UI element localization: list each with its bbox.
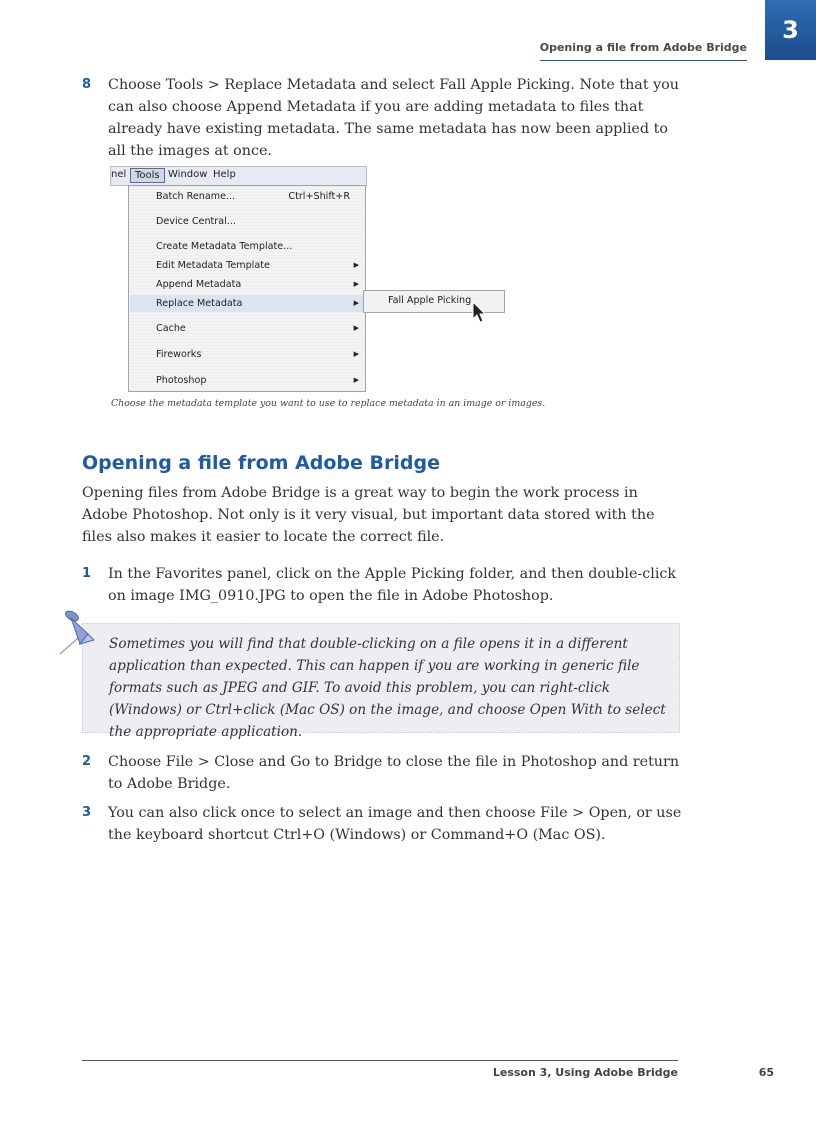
menu-item-label: Photoshop: [156, 375, 207, 386]
menu-item-append-metadata[interactable]: [130, 276, 364, 293]
submenu-arrow-icon: ▶: [353, 376, 359, 384]
menu-item-replace-metadata[interactable]: [130, 295, 364, 312]
tools-dropdown: [128, 185, 366, 392]
step-number: 2: [82, 754, 92, 769]
menu-item-label: Device Central...: [156, 216, 236, 227]
menu-tools[interactable]: Tools: [130, 168, 165, 183]
menu-item-fireworks[interactable]: [130, 346, 364, 363]
step-number: 8: [82, 77, 92, 92]
step-8: [82, 74, 682, 162]
menu-item-label: Edit Metadata Template: [156, 260, 270, 271]
intro-paragraph: Opening files from Adobe Bridge is a great way to begin the work process in Adobe Photoshop. Not only is it very visual, but important data stored with the files also makes it easier to locate the correct file.: [82, 485, 655, 545]
menu-item-label: Batch Rename...: [156, 191, 236, 202]
menu-item-photoshop[interactable]: [130, 372, 364, 389]
step-1: [82, 563, 682, 607]
step-number: 3: [82, 805, 92, 820]
menu-item-label: Create Metadata Template...: [156, 241, 293, 252]
menu-item-label: Fireworks: [156, 349, 202, 360]
footer-lesson-title: Lesson 3, Using Adobe Bridge: [492, 1066, 678, 1079]
menu-window[interactable]: Window: [168, 169, 208, 180]
menu-screenshot: [110, 166, 510, 392]
submenu-arrow-icon: ▶: [353, 299, 359, 307]
menu-item-cache[interactable]: [130, 320, 364, 337]
chapter-tab: 3: [765, 0, 816, 60]
submenu-arrow-icon: ▶: [353, 350, 359, 358]
menu-item-device-central[interactable]: [130, 213, 364, 230]
step-2: [82, 751, 682, 795]
tip-text: Sometimes you will find that double-clicking on a file opens it in a different application than expected. This can happen if you are working in generic file formats such as JPEG and GIF. To avoid this problem, you can right-click (Windows) or Ctrl+click (Mac OS) on the image, and choose Open With to select the appropriate application.: [109, 636, 666, 740]
menu-panel-fragment[interactable]: nel: [111, 169, 127, 180]
menu-item-label: Cache: [156, 323, 186, 334]
running-header: Opening a file from Adobe Bridge: [539, 41, 747, 54]
menubar: [110, 166, 367, 186]
pushpin-icon: [58, 610, 106, 660]
menu-help[interactable]: Help: [213, 169, 236, 180]
step-text: In the Favorites panel, click on the Apple Picking folder, and then double-click on image IMG_0910.JPG to open the file in Adobe Photoshop.: [108, 566, 677, 604]
step-text: Choose Tools > Replace Metadata and select Fall Apple Picking. Note that you can also choose Append Metadata if you are adding metadata to files that already have existing metadata. The same metadata has now been applied to all the images at once.: [108, 77, 680, 159]
tip-box: [82, 623, 680, 740]
menu-item-shortcut: Ctrl+Shift+R: [288, 191, 350, 202]
menu-item-create-metadata-template[interactable]: [130, 238, 364, 255]
menu-item-label: Append Metadata: [156, 279, 242, 290]
step-3: [82, 802, 682, 846]
submenu-arrow-icon: ▶: [353, 261, 359, 269]
submenu-arrow-icon: ▶: [353, 280, 359, 288]
menu-item-batch-rename[interactable]: [130, 188, 364, 205]
header-rule: [540, 60, 747, 61]
figure-caption: Choose the metadata template you want to use to replace metadata in an image or images.: [111, 398, 546, 409]
section-heading: Opening a file from Adobe Bridge: [82, 452, 440, 474]
page-number: 65: [758, 1066, 774, 1079]
menu-item-label: Replace Metadata: [156, 298, 243, 309]
mouse-pointer-icon: [472, 301, 488, 325]
step-text: You can also click once to select an image and then choose File > Open, or use the keyboard shortcut Ctrl+O (Windows) or Command+O (Mac OS).: [108, 805, 682, 843]
menu-item-edit-metadata-template[interactable]: [130, 257, 364, 274]
submenu-item-label: Fall Apple Picking: [388, 295, 472, 306]
footer-rule: [82, 1060, 678, 1061]
submenu-arrow-icon: ▶: [353, 324, 359, 332]
step-text: Choose File > Close and Go to Bridge to close the file in Photoshop and return to Adobe Bridge.: [108, 754, 680, 792]
step-number: 1: [82, 566, 92, 581]
